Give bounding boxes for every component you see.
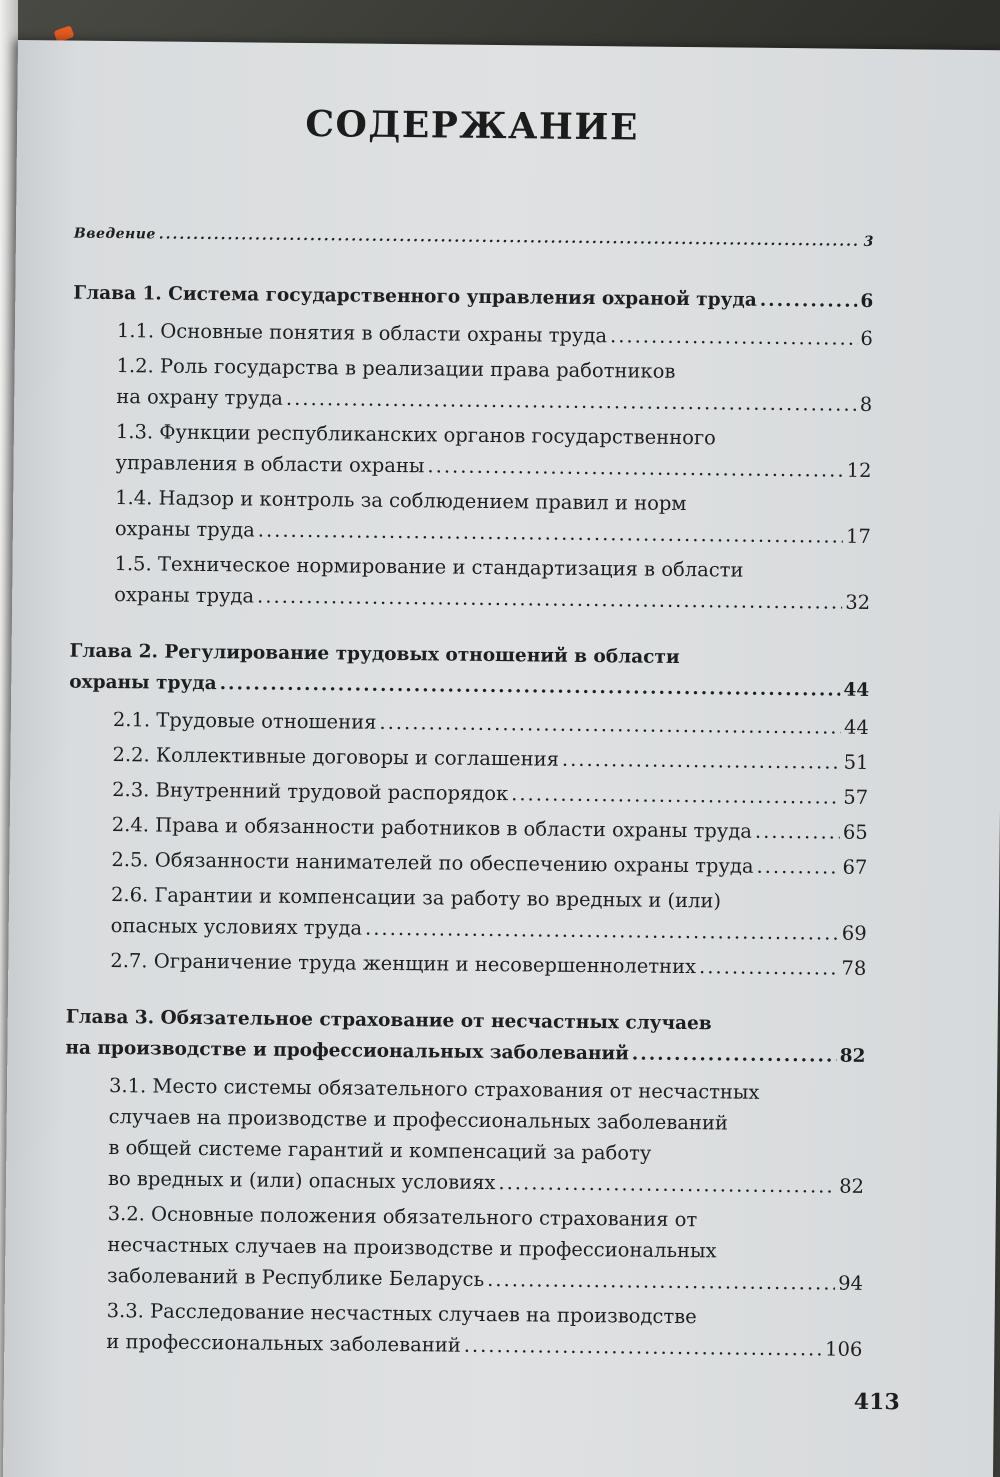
toc-page-number: 44 — [843, 679, 870, 701]
toc-page-number: 8 — [859, 392, 873, 416]
toc-entry-text: охраны труда — [114, 517, 255, 542]
toc-entry-text: Введение — [73, 225, 156, 243]
toc-entry-text: Глава 1. Система государственного управления охраной труда — [73, 282, 757, 311]
toc-section[interactable] — [67, 879, 868, 949]
toc-page-number: 82 — [839, 1174, 865, 1198]
toc-entry-line — [67, 844, 867, 883]
toc-section[interactable] — [68, 809, 868, 848]
toc-entry-line — [68, 739, 868, 778]
dot-leader — [760, 285, 858, 317]
toc-entry-text: охраны труда — [114, 583, 255, 608]
table-of-contents — [62, 219, 874, 1369]
toc-intro[interactable] — [74, 219, 874, 258]
toc-page-number: 12 — [846, 458, 872, 482]
toc-section[interactable] — [73, 315, 873, 354]
toc-entry-line — [73, 315, 873, 354]
toc-chapter[interactable] — [69, 636, 870, 706]
dot-leader — [427, 450, 844, 485]
toc-entry-line — [66, 945, 866, 984]
toc-section[interactable] — [68, 739, 868, 778]
toc-page-number: 57 — [843, 785, 869, 809]
toc-entry-line — [68, 809, 868, 848]
toc-entry-line — [68, 774, 868, 813]
toc-page-number: 65 — [842, 820, 868, 844]
dot-leader — [286, 383, 857, 420]
toc-section[interactable] — [62, 1295, 863, 1365]
toc-line: Глава 2. Регулирование трудовых отношений в области — [69, 640, 680, 668]
toc-line: 3.2. Основные положения обязательного страхования от — [107, 1202, 698, 1232]
toc-line: 1.5. Техническое нормирование и стандартизация в области — [114, 552, 744, 582]
toc-section[interactable] — [71, 416, 872, 486]
toc-page-number: 17 — [845, 524, 871, 548]
toc-line: 1.2. Роль государства в реализации права работников — [116, 354, 676, 383]
dot-leader — [562, 744, 841, 778]
toc-line: в общей системе гарантий и компенсаций за работу — [108, 1136, 652, 1165]
toc-line: 1.4. Надзор и контроль за соблюдением правил и норм — [115, 486, 687, 516]
toc-page-number: 78 — [841, 956, 867, 980]
toc-entry-text: охраны труда — [69, 671, 217, 695]
dot-leader — [755, 816, 840, 848]
dot-leader — [511, 778, 840, 812]
toc-entry-text: во вредных и (или) опасных условиях — [107, 1167, 496, 1195]
toc-page-number: 69 — [841, 921, 867, 945]
toc-entry-line — [69, 704, 869, 743]
toc-page-number: 6 — [860, 326, 874, 350]
toc-entry-text: заболеваний в Республике Беларусь — [106, 1264, 485, 1291]
toc-entry-text: 1.1. Основные понятия в области охраны труда — [116, 319, 608, 348]
dot-leader — [632, 1038, 837, 1071]
toc-entry-text: 2.1. Трудовые отношения — [112, 708, 377, 734]
toc-line: Глава 3. Обязательное страхование от несчастных случаев — [65, 1006, 712, 1035]
dot-leader — [756, 851, 839, 883]
toc-entry-line — [74, 219, 874, 258]
toc-section[interactable] — [72, 350, 873, 420]
dot-leader — [498, 1167, 836, 1202]
toc-entry-text: опасных условиях труда — [110, 914, 363, 940]
toc-page-number: 6 — [860, 290, 874, 312]
dot-leader — [159, 219, 861, 257]
dot-leader — [257, 581, 843, 618]
toc-page-number: 106 — [824, 1337, 863, 1361]
toc-entry-text: 2.7. Ограничение труда женщин и несовершеннолетних — [110, 949, 697, 979]
toc-line: 3.1. Место системы обязательного страхования от несчастных — [108, 1074, 760, 1104]
toc-page-number: 44 — [843, 715, 869, 739]
dot-leader — [699, 951, 839, 983]
toc-section[interactable] — [69, 704, 869, 743]
dot-leader — [379, 707, 841, 743]
toc-section[interactable] — [67, 844, 867, 883]
toc-page-number: 67 — [842, 855, 868, 879]
toc-entry-text: на охрану труда — [116, 385, 284, 410]
toc-section[interactable] — [68, 774, 868, 813]
toc-line: случаев на производстве и профессиональных заболеваний — [108, 1105, 729, 1135]
dot-leader — [365, 913, 839, 949]
page-title: СОДЕРЖАНИЕ — [305, 103, 640, 149]
toc-section[interactable] — [70, 548, 871, 618]
book-page — [3, 40, 1000, 1477]
dot-leader — [258, 515, 844, 552]
toc-page-number: 94 — [838, 1271, 864, 1295]
toc-entry-text: 2.4. Права и обязанности работников в области охраны труда — [111, 813, 753, 843]
dot-leader — [464, 1330, 823, 1365]
toc-section[interactable] — [63, 1198, 864, 1299]
toc-section[interactable] — [71, 482, 872, 552]
toc-line: несчастных случаев на производстве и профессиональных — [107, 1233, 717, 1263]
toc-entry-text: управления в области охраны — [115, 451, 425, 478]
toc-page-number: 32 — [845, 590, 871, 614]
toc-entry-text: 2.2. Коллективные договоры и соглашения — [112, 743, 560, 771]
toc-page-number: 3 — [863, 233, 875, 250]
toc-section[interactable] — [64, 1070, 865, 1202]
dot-leader — [487, 1264, 835, 1299]
page-number: 413 — [853, 1388, 900, 1416]
toc-entry-text: 2.3. Внутренний трудовой распорядок — [112, 778, 509, 806]
toc-page-number: 82 — [839, 1045, 866, 1067]
toc-line: 2.6. Гарантии и компенсации за работу во вредных и (или) — [110, 883, 722, 913]
toc-line: 3.3. Расследование несчастных случаев на производстве — [106, 1298, 697, 1329]
dot-leader — [219, 668, 840, 705]
toc-section[interactable] — [66, 945, 866, 984]
toc-entry-text: на производстве и профессиональных заболеваний — [65, 1037, 629, 1065]
toc-line: 1.3. Функции республиканских органов государственного — [115, 420, 716, 450]
toc-chapter[interactable] — [65, 1002, 866, 1072]
toc-entry-text: 2.5. Обязанности нанимателей по обеспечению охраны труда — [111, 848, 754, 878]
toc-page-number: 51 — [843, 750, 869, 774]
toc-entry-text: и профессиональных заболеваний — [106, 1329, 461, 1357]
dot-leader — [610, 320, 858, 354]
